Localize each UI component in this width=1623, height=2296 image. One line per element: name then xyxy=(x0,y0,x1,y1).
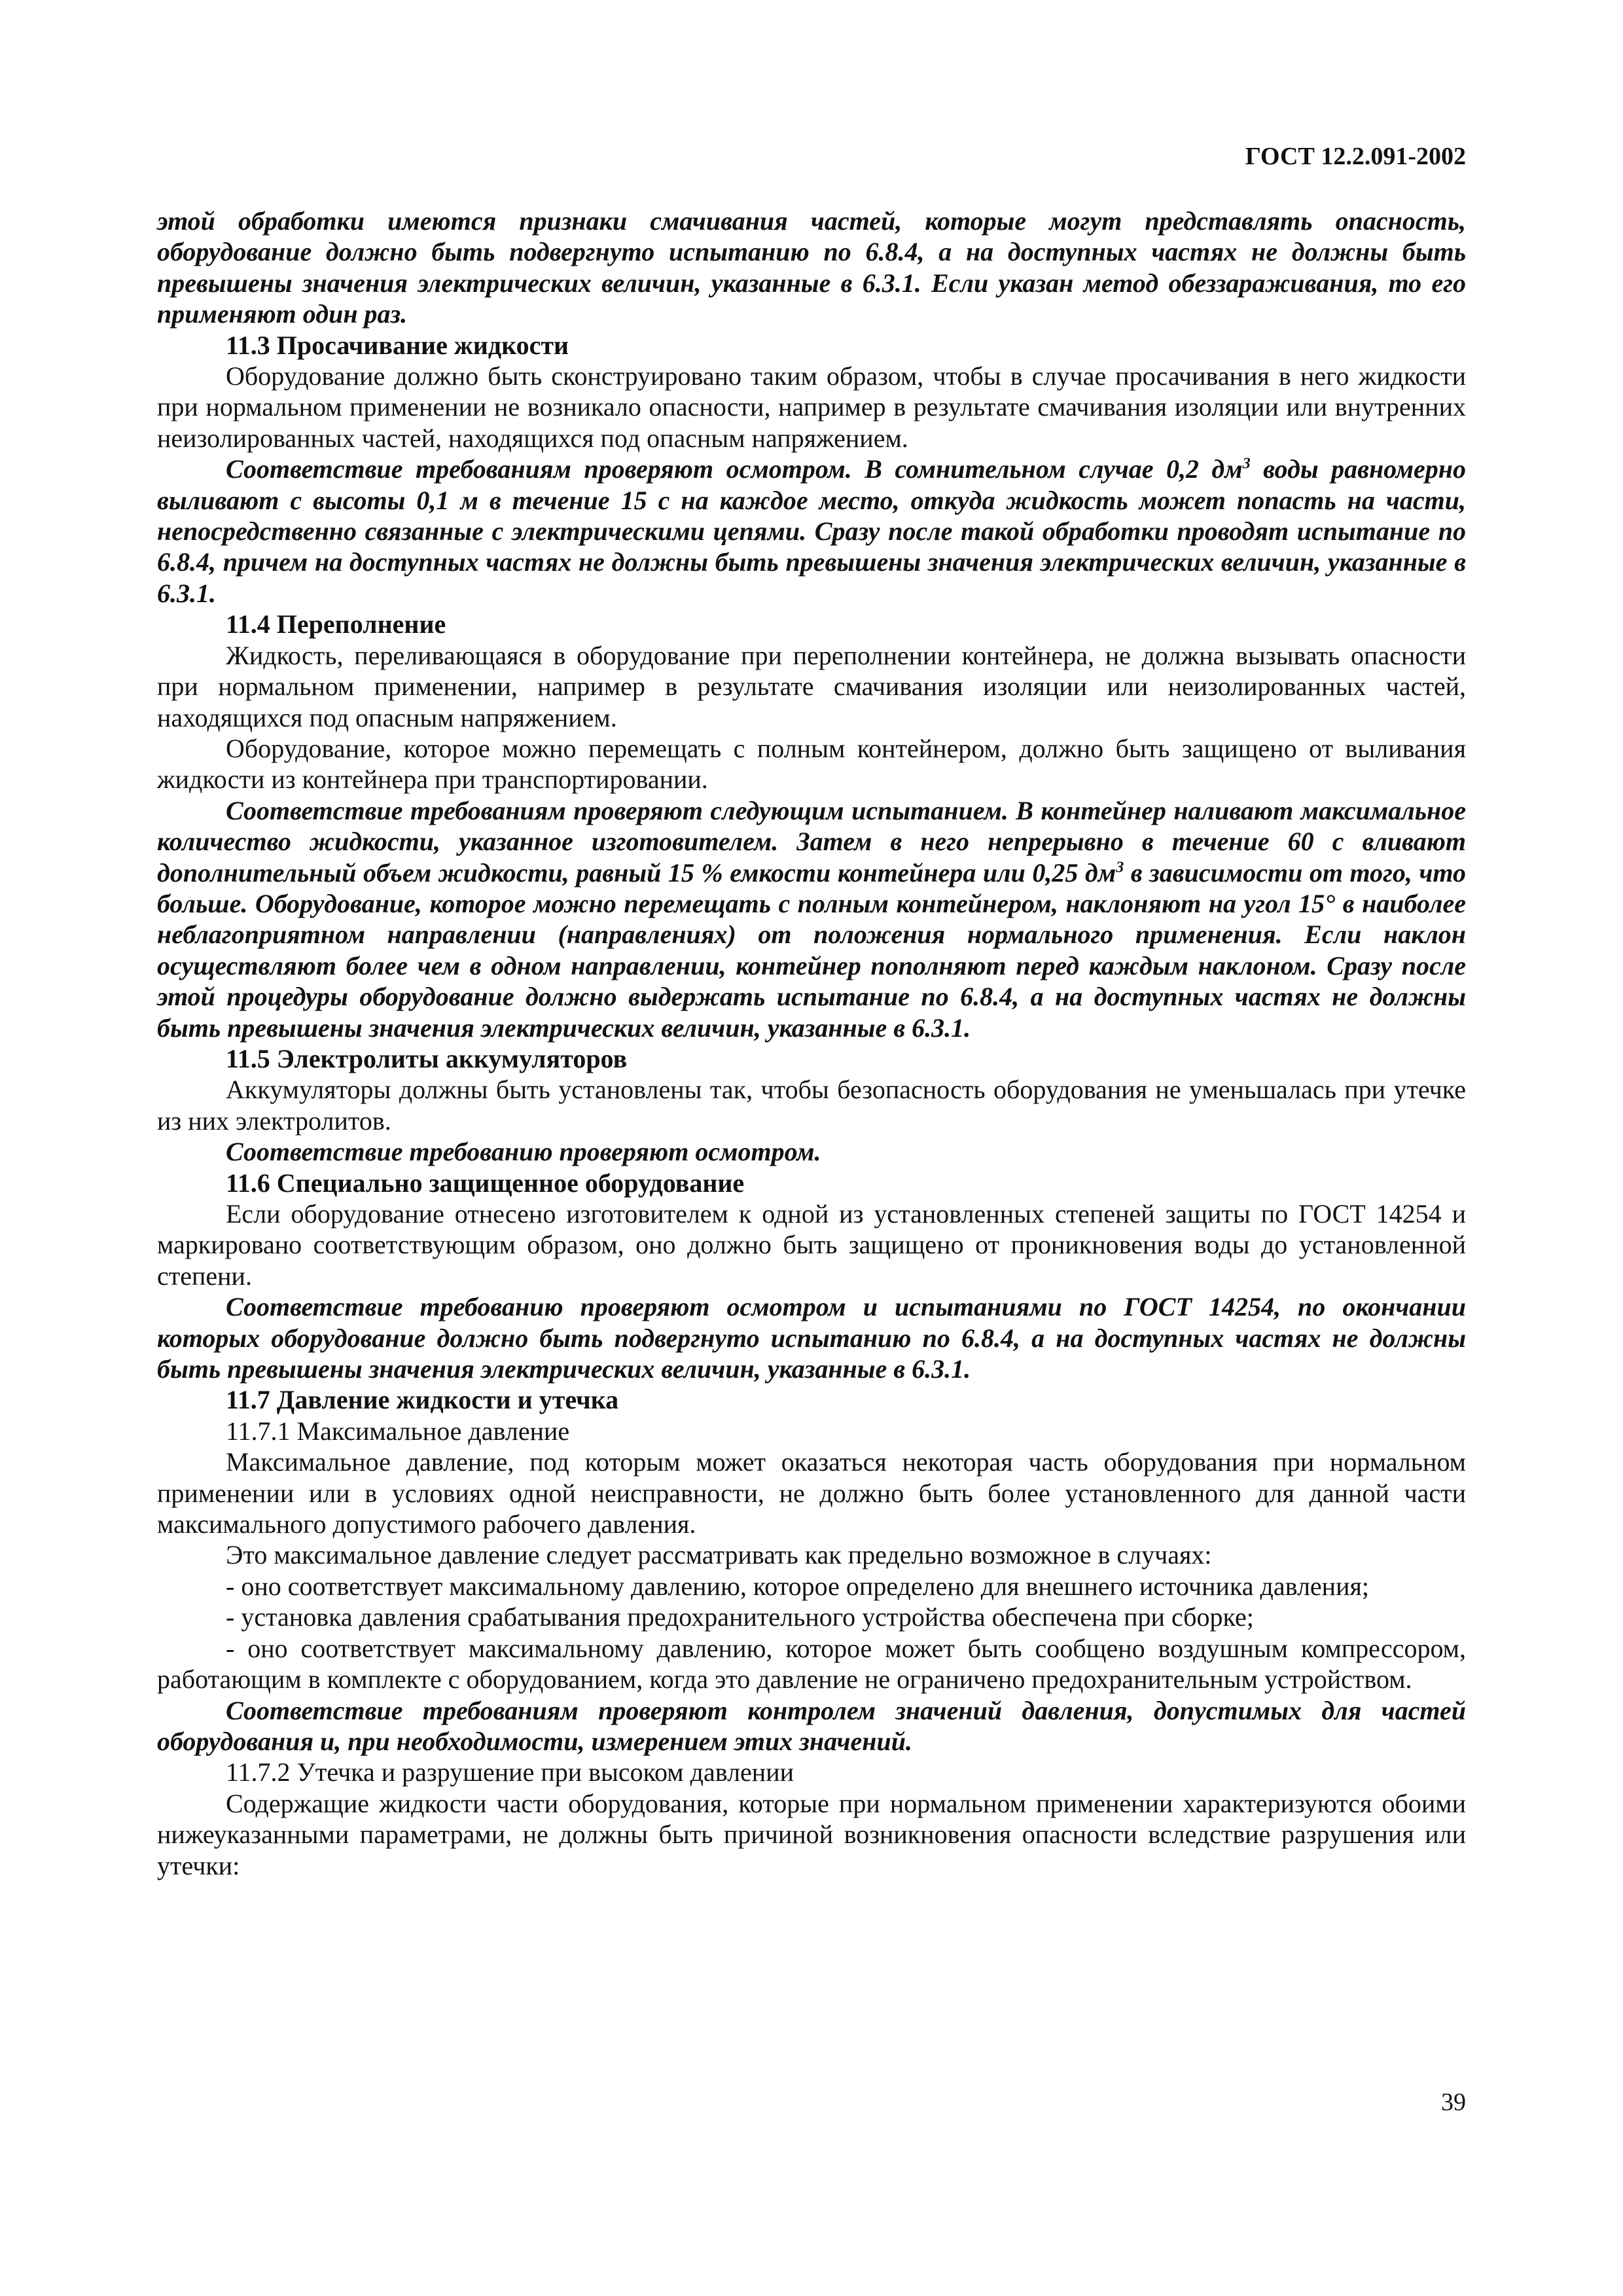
body-paragraph: Жидкость, переливающаяся в оборудование при переполнении контейнера, не должна вызывать опасности при нормальном применении, например в результате смачивания изоляции или неизолированных частей, находящихся под опасным напряжением. xyxy=(157,640,1466,732)
section-heading-11-5: 11.5 Электролиты аккумуляторов xyxy=(226,1043,628,1073)
section-heading-11-6: 11.6 Специально защищенное оборудование xyxy=(226,1168,745,1198)
body-paragraph: Содержащие жидкости части оборудования, которые при нормальном применении характеризуются обоими нижеуказанными параметрами, не должны быть причиной возникновения опасности вследствие разрушения или утечки: xyxy=(157,1788,1466,1880)
test-paragraph: Соответствие требованию проверяют осмотром. xyxy=(226,1137,821,1167)
test-paragraph: Соответствие требованиям проверяют следующим испытанием. В контейнер наливают максимальное количество жидкости, указанное изготовителем. Затем в него непрерывно в течение 60 с вливают дополнительный объем жидкости, равный 15 % емкости контейнера или 0,25 $дм^3$ в зависимости от того, что больше. Оборудование, которое можно перемещать с полным контейнером, наклоняют на угол 15° в наиболее неблагоприятном направлении (направлениях) от положения нормального применения. Если наклон осуществляют более чем в одном направлении, контейнер пополняют перед каждым наклоном. Сразу после этой процедуры оборудование должно выдержать испытание по 6.8.4, а на доступных частях не должны быть превышены значения электрических величин, указанные в 6.3.1. xyxy=(157,795,1466,1043)
body-paragraph: Максимальное давление, под которым может оказаться некоторая часть оборудования при нормальном применении или в условиях одной неисправности, не должно быть более установленного для данной части максимального допустимого рабочего давления. xyxy=(157,1447,1466,1539)
section-heading-11-7: 11.7 Давление жидкости и утечка xyxy=(226,1385,619,1415)
test-paragraph: Соответствие требованиям проверяют осмотром. В сомнительном случае 0,2 $дм^3$ воды равномерно выливают с высоты 0,1 м в течение 15 с на каждое место, откуда жидкость может попасть на части, непосредственно связанные с электрическими цепями. Сразу после такой обработки проводят испытание по 6.8.4, причем на доступных частях не должны быть превышены значения электрических величин, указанные в 6.3.1. xyxy=(157,454,1466,608)
body-paragraph: Если оборудование отнесено изготовителем к одной из установленных степеней защиты по ГОСТ 14254 и маркировано соответствующим образом, оно должно быть защищено от проникновения воды до установленной степени. xyxy=(157,1199,1466,1291)
body-paragraph: Оборудование должно быть сконструировано таким образом, чтобы в случае просачивания в него жидкости при нормальном применении не возникало опасности, например в результате смачивания изоляции или внутренних неизолированных частей, находящихся под опасным напряжением. xyxy=(157,361,1466,453)
standard-designation: ГОСТ 12.2.091-2002 xyxy=(1245,143,1466,170)
page-number: 39 xyxy=(1441,2089,1466,2116)
subsection-heading-11-7-2: 11.7.2 Утечка и разрушение при высоком давлении xyxy=(226,1757,794,1787)
list-item: - оно соответствует максимальному давлению, которое может быть сообщено воздушным компрессором, работающим в комплекте с оборудованием, когда это давление не ограничено предохранительным устройством. xyxy=(157,1633,1466,1695)
subsection-heading-11-7-1: 11.7.1 Максимальное давление xyxy=(226,1416,570,1446)
section-heading-11-4: 11.4 Переполнение xyxy=(226,609,446,639)
test-paragraph: Соответствие требованию проверяют осмотром и испытаниями по ГОСТ 14254, по окончании которых оборудование должно быть подвергнуто испытанию по 6.8.4, а на доступных частях не должны быть превышены значения электрических величин, указанные в 6.3.1. xyxy=(157,1292,1466,1384)
body-paragraph: Аккумуляторы должны быть установлены так, чтобы безопасность оборудования не уменьшалась при утечке из них электролитов. xyxy=(157,1075,1466,1136)
test-paragraph: этой обработки имеются признаки смачивания частей, которые могут представлять опасность, оборудование должно быть подвергнуто испытанию по 6.8.4, а на доступных частях не должны быть превышены значения электрических величин, указанные в 6.3.1. Если указан метод обеззараживания, то его применяют один раз. xyxy=(157,206,1466,329)
test-paragraph: Соответствие требованиям проверяют контролем значений давления, допустимых для частей оборудования и, при необходимости, измерением этих значений. xyxy=(157,1695,1466,1756)
section-heading-11-3: 11.3 Просачивание жидкости xyxy=(226,330,569,360)
superscript: 3 xyxy=(1116,859,1124,876)
body-paragraph: Это максимальное давление следует рассматривать как предельно возможное в случаях: xyxy=(226,1540,1212,1570)
superscript: 3 xyxy=(1242,455,1251,473)
document-body xyxy=(157,206,1466,1881)
list-item: - установка давления срабатывания предохранительного устройства обеспечена при сборке; xyxy=(226,1602,1254,1632)
document-page xyxy=(157,118,1466,2212)
list-item: - оно соответствует максимальному давлению, которое определено для внешнего источника давления; xyxy=(226,1571,1369,1601)
body-paragraph: Оборудование, которое можно перемещать с полным контейнером, должно быть защищено от выливания жидкости из контейнера при транспортировании. xyxy=(157,733,1466,795)
